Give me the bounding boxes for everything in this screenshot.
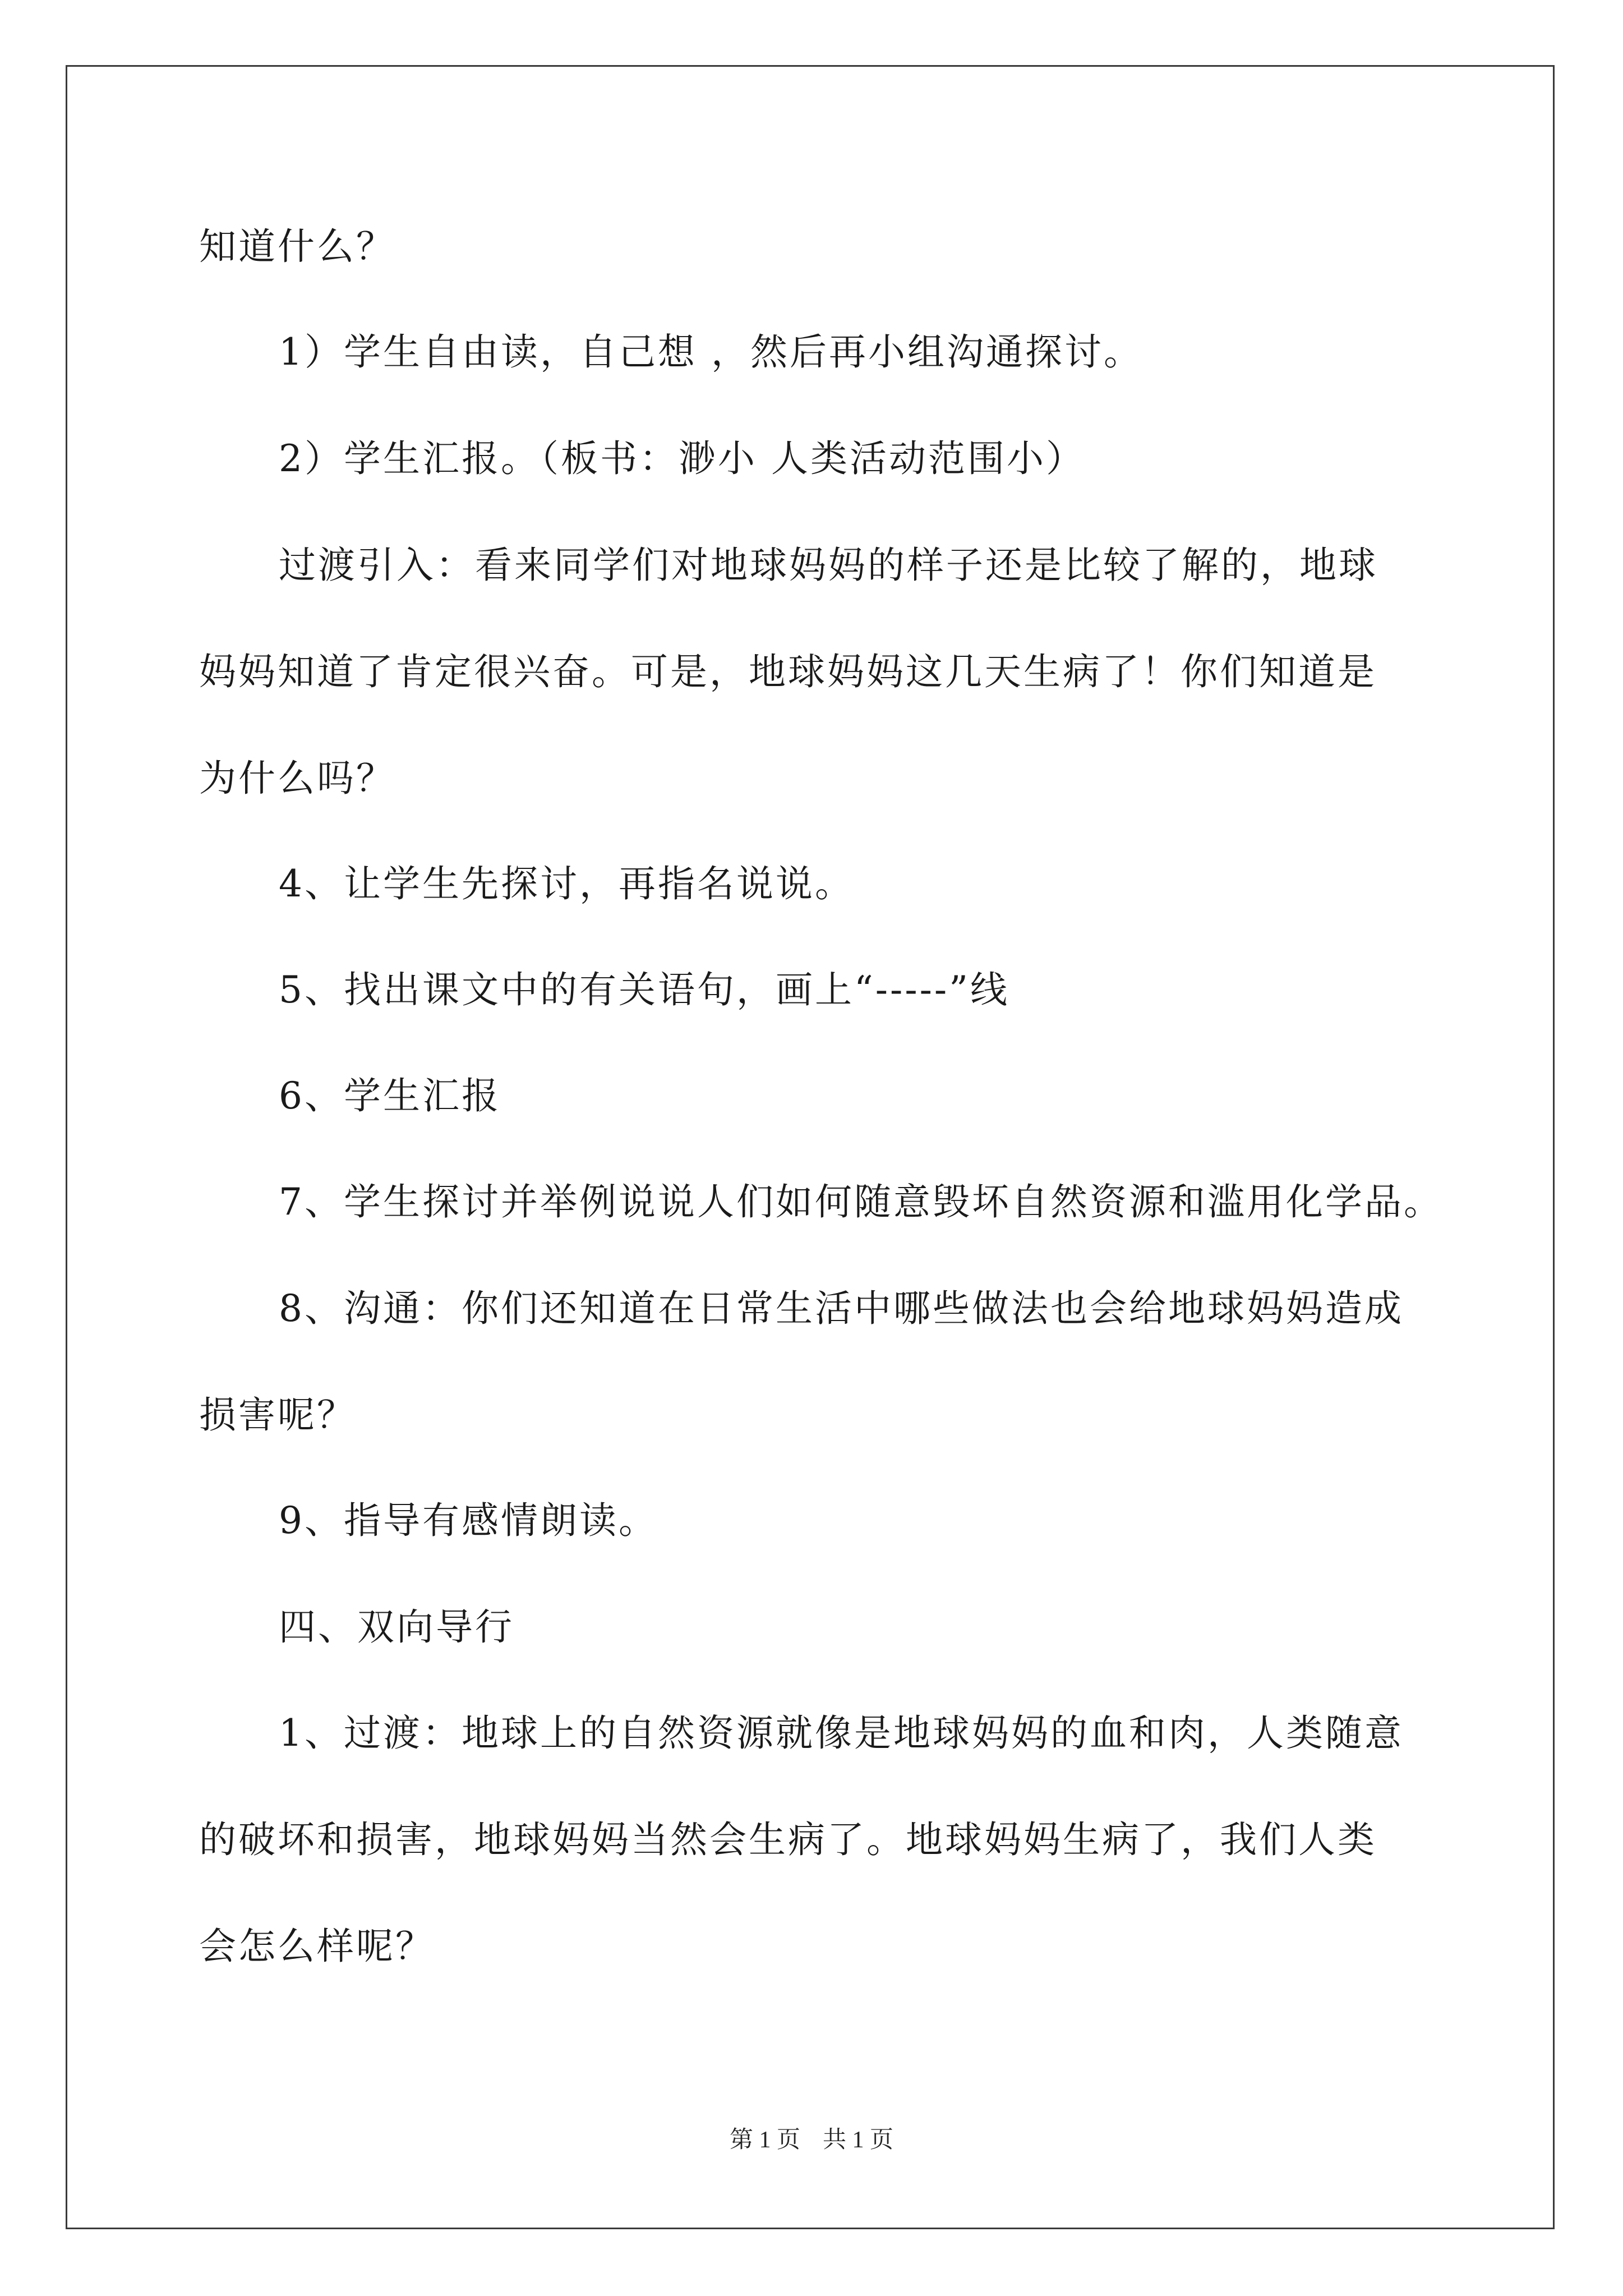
paragraph-line: 的破坏和损害，地球妈妈当然会生病了。地球妈妈生病了，我们人类 bbox=[199, 1818, 1377, 1861]
page-border bbox=[66, 65, 1555, 2229]
paragraph-line: 1）学生自由读，自己想 ，然后再小组沟通探讨。 bbox=[279, 330, 1143, 374]
section-heading: 四、双向导行 bbox=[279, 1605, 514, 1649]
paragraph-line: 1、过渡：地球上的自然资源就像是地球妈妈的血和肉，人类随意 bbox=[279, 1711, 1404, 1755]
paragraph-line: 6、学生汇报 bbox=[279, 1074, 501, 1117]
page-total: 共 1 页 bbox=[823, 2127, 894, 2153]
paragraph-line: 4、让学生先探讨，再指名说说。 bbox=[279, 862, 854, 905]
paragraph-line: 为什么吗？ bbox=[199, 757, 395, 800]
paragraph-line: 损害呢？ bbox=[199, 1393, 356, 1437]
paragraph-line: 9、指导有感情朗读。 bbox=[279, 1499, 658, 1542]
paragraph-line: 妈妈知道了肯定很兴奋。可是，地球妈妈这几天生病了！你们知道是 bbox=[199, 650, 1377, 693]
page-number: 第 1 页 bbox=[729, 2127, 800, 2153]
paragraph-line: 会怎么样呢？ bbox=[199, 1925, 435, 1968]
paragraph-line: 2）学生汇报。（板书：渺小 人类活动范围小） bbox=[279, 437, 1085, 480]
paragraph-line: 8、沟通：你们还知道在日常生活中哪些做法也会给地球妈妈造成 bbox=[279, 1287, 1404, 1330]
paragraph-line: 过渡引入：看来同学们对地球妈妈的样子还是比较了解的，地球 bbox=[279, 544, 1378, 587]
paragraph-line: 7、学生探讨并举例说说人们如何随意毁坏自然资源和滥用化学品。 bbox=[279, 1180, 1443, 1223]
page-footer bbox=[0, 2126, 1623, 2154]
paragraph-line: 5、找出课文中的有关语句，画上“-----”线 bbox=[279, 968, 1009, 1011]
paragraph-line: 知道什么？ bbox=[199, 225, 395, 268]
